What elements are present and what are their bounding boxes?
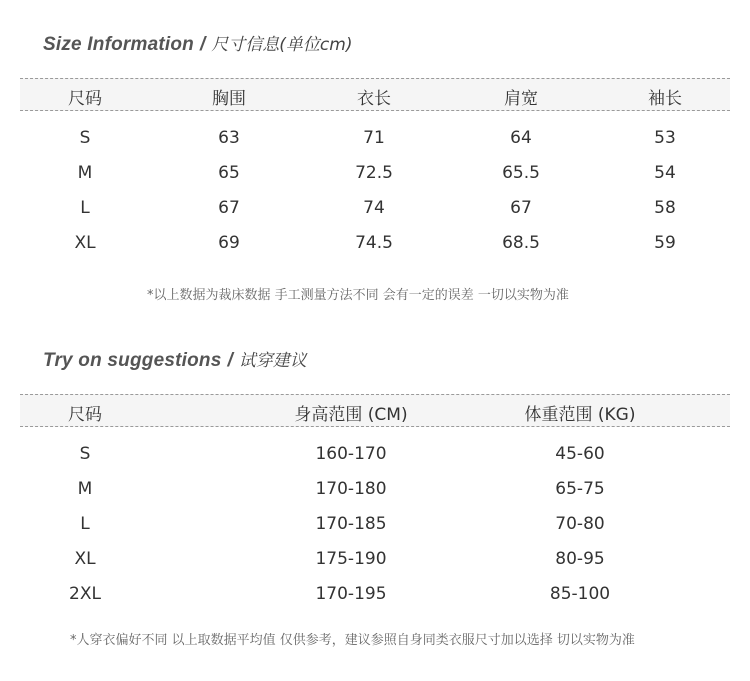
table-cell: 74 (363, 198, 385, 218)
table-cell: 72.5 (355, 163, 393, 183)
table-cell: 65.5 (502, 163, 540, 183)
column-header: 肩宽 (504, 89, 538, 109)
table-cell: 71 (363, 128, 385, 148)
table-cell: 53 (654, 128, 676, 148)
column-header: 衣长 (357, 89, 391, 109)
size-label-cell: XL (74, 549, 96, 569)
table-cell: 170-185 (315, 514, 387, 534)
title-separator: / (227, 350, 233, 371)
size-label-cell: 2XL (69, 584, 101, 604)
size-label-cell: S (79, 444, 91, 464)
try-on-title (43, 346, 307, 372)
try-on-title-en: Try on suggestions (43, 350, 222, 371)
table-cell: 170-195 (315, 584, 387, 604)
table-cell: 170-180 (315, 479, 387, 499)
table-cell: 64 (510, 128, 532, 148)
column-header: 尺码 (68, 405, 102, 425)
size-label-cell: XL (74, 233, 96, 253)
table-cell: 85-100 (549, 584, 611, 604)
table-cell: 65-75 (555, 479, 605, 499)
table-cell: 160-170 (315, 444, 387, 464)
table-cell: 175-190 (315, 549, 387, 569)
column-header: 胸围 (212, 89, 246, 109)
table-cell: 59 (654, 233, 676, 253)
size-label-cell: L (80, 198, 90, 218)
table-cell: 63 (218, 128, 240, 148)
size-info-title (43, 30, 352, 56)
size-info-title-en: Size Information (43, 34, 194, 55)
column-header: 身高范围 (CM) (294, 405, 408, 425)
size-label-cell: M (77, 163, 93, 183)
size-info-title-cn: 尺寸信息(单位cm) (211, 35, 353, 55)
table-cell: 54 (654, 163, 676, 183)
table-cell: 45-60 (555, 444, 605, 464)
title-separator: / (200, 34, 206, 55)
try-on-title-cn: 试穿建议 (238, 351, 307, 371)
table-cell: 69 (218, 233, 240, 253)
table-cell: 67 (510, 198, 532, 218)
try-on-note: *人穿衣偏好不同 以上取数据平均值 仅供参考，建议参照自身同类衣服尺寸加以选择 切以实物为准 (70, 633, 635, 648)
size-label-cell: M (77, 479, 93, 499)
size-note: *以上数据为裁床数据 手工测量方法不同 会有一定的误差 一切以实物为准 (147, 288, 569, 303)
table-cell: 67 (218, 198, 240, 218)
size-label-cell: L (80, 514, 90, 534)
size-label-cell: S (79, 128, 91, 148)
table-cell: 80-95 (555, 549, 605, 569)
table-cell: 65 (218, 163, 240, 183)
column-header: 尺码 (68, 89, 102, 109)
column-header: 体重范围 (KG) (524, 405, 636, 425)
table-cell: 68.5 (502, 233, 540, 253)
table-cell: 74.5 (355, 233, 393, 253)
table-cell: 70-80 (555, 514, 605, 534)
column-header: 袖长 (648, 89, 682, 109)
table-cell: 58 (654, 198, 676, 218)
